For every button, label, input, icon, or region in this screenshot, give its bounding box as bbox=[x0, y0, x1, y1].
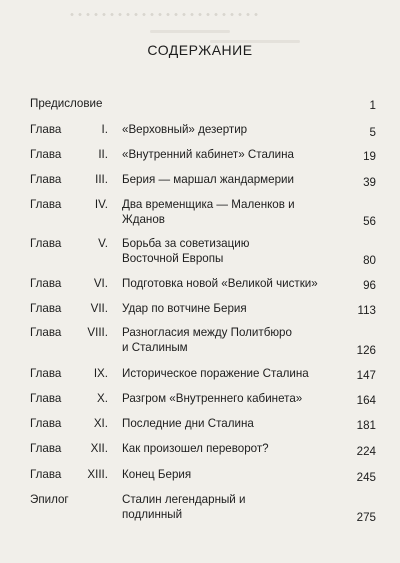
entry-title: Два временщика — Маленков и Жданов bbox=[122, 198, 295, 226]
entry-title: Конец Берия bbox=[122, 468, 192, 481]
entry-page: 1 bbox=[369, 99, 376, 112]
entry-page: 96 bbox=[363, 279, 376, 292]
entry-number: X. bbox=[97, 392, 108, 405]
entry-page: 19 bbox=[363, 150, 376, 163]
entry-number: VI. bbox=[93, 277, 108, 290]
bleed-through-text bbox=[150, 30, 230, 33]
entry-number: XI. bbox=[93, 417, 108, 430]
entry-page: 126 bbox=[356, 344, 376, 357]
entry-kind: Глава bbox=[30, 148, 62, 161]
entry-title: Борьба за советизацию Восточной Европы bbox=[122, 237, 250, 265]
entry-title: Подготовка новой «Великой чистки» bbox=[122, 277, 318, 290]
entry-number: XIII. bbox=[87, 468, 108, 481]
entry-page: 39 bbox=[363, 176, 376, 189]
contents-heading: СОДЕРЖАНИЕ bbox=[147, 42, 253, 58]
entry-kind: Глава bbox=[30, 417, 62, 430]
entry-title: Историческое поражение Сталина bbox=[122, 367, 309, 380]
entry-title: Сталин легендарный и подлинный bbox=[122, 493, 246, 521]
entry-number: I. bbox=[101, 123, 108, 136]
entry-title: «Верховный» дезертир bbox=[122, 123, 248, 136]
entry-title: Как произошел переворот? bbox=[122, 442, 269, 455]
entry-number: II. bbox=[98, 148, 108, 161]
entry-page: 181 bbox=[356, 419, 376, 432]
bleed-through-ornament bbox=[68, 12, 258, 17]
entry-title: Разногласия между Политбюро и Сталиным bbox=[122, 326, 292, 354]
entry-kind: Глава bbox=[30, 123, 62, 136]
entry-kind: Глава bbox=[30, 277, 62, 290]
entry-title: Удар по вотчине Берия bbox=[122, 302, 247, 315]
entry-title: Разгром «Внутреннего кабинета» bbox=[122, 392, 303, 405]
entry-number: IV. bbox=[94, 198, 108, 211]
entry-kind: Глава bbox=[30, 468, 62, 481]
entry-number: III. bbox=[95, 173, 108, 186]
entry-title: Последние дни Сталина bbox=[122, 417, 254, 430]
entry-number: IX. bbox=[93, 367, 108, 380]
entry-number: VIII. bbox=[87, 326, 108, 339]
entry-title: Берия — маршал жандармерии bbox=[122, 173, 294, 186]
entry-page: 5 bbox=[369, 126, 376, 139]
entry-page: 245 bbox=[356, 471, 376, 484]
entry-page: 224 bbox=[356, 445, 376, 458]
entry-kind: Глава bbox=[30, 326, 62, 339]
entry-kind: Глава bbox=[30, 442, 62, 455]
entry-kind: Эпилог bbox=[30, 493, 69, 506]
entry-kind: Глава bbox=[30, 237, 62, 250]
entry-kind: Глава bbox=[30, 302, 62, 315]
entry-page: 80 bbox=[363, 254, 376, 267]
entry-title: «Внутренний кабинет» Сталина bbox=[122, 148, 294, 161]
entry-number: VII. bbox=[90, 302, 108, 315]
entry-page: 113 bbox=[357, 304, 376, 317]
entry-page: 275 bbox=[356, 511, 376, 524]
entry-kind: Глава bbox=[30, 392, 62, 405]
entry-kind: Предисловие bbox=[30, 97, 103, 110]
entry-number: XII. bbox=[90, 442, 108, 455]
entry-page: 164 bbox=[356, 394, 376, 407]
entry-page: 56 bbox=[363, 215, 376, 228]
entry-page: 147 bbox=[356, 369, 376, 382]
entry-kind: Глава bbox=[30, 198, 62, 211]
entry-number: V. bbox=[98, 237, 108, 250]
entry-kind: Глава bbox=[30, 173, 62, 186]
entry-kind: Глава bbox=[30, 367, 62, 380]
